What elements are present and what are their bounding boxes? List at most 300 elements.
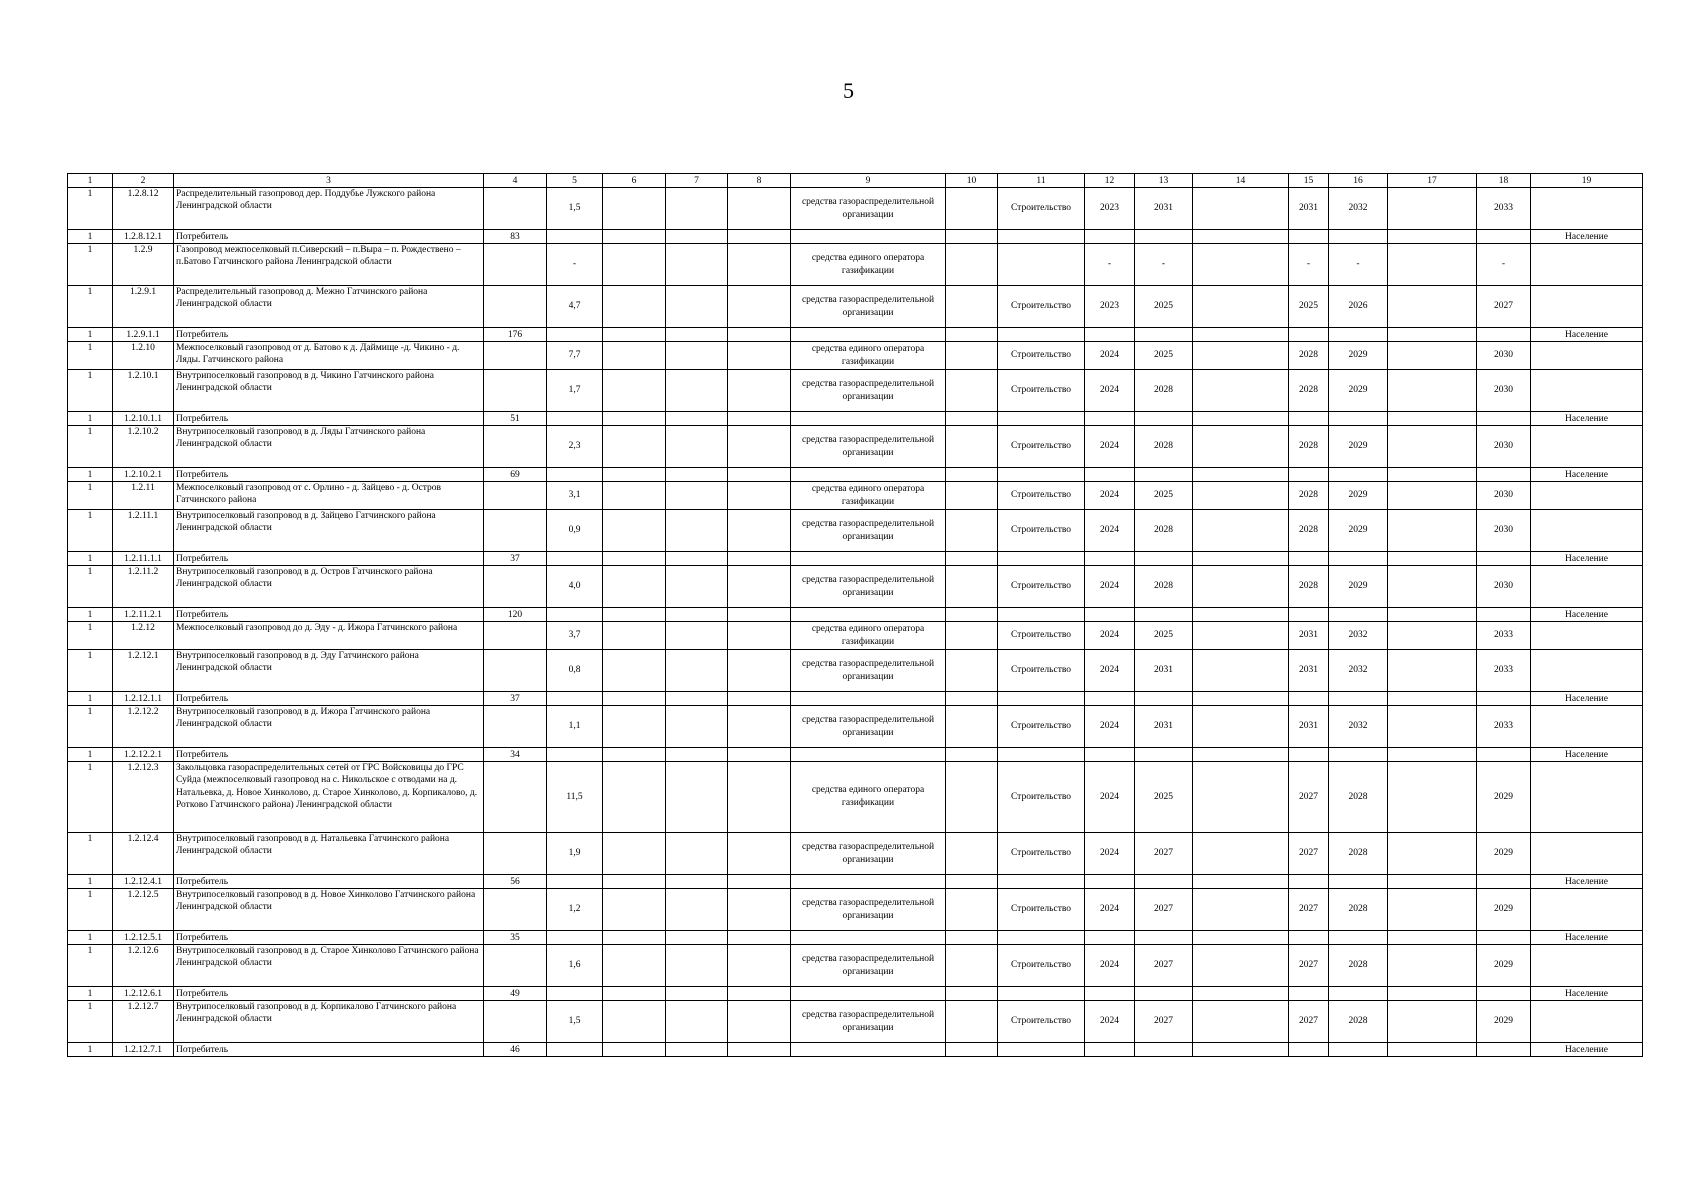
table-cell: 1 (68, 468, 113, 482)
table-cell: 1 (68, 622, 113, 650)
table-cell (603, 412, 666, 426)
table-cell: 7,7 (547, 342, 603, 370)
table-cell (603, 608, 666, 622)
table-cell: 1 (68, 1043, 113, 1057)
table-cell: 2028 (1289, 370, 1329, 412)
table-cell (1193, 1043, 1289, 1057)
table-cell (547, 1043, 603, 1057)
table-cell (728, 342, 791, 370)
table-cell (666, 370, 728, 412)
table-cell (728, 650, 791, 692)
column-header: 10 (946, 174, 998, 188)
table-cell: 1 (68, 412, 113, 426)
table-cell (791, 987, 946, 1001)
table-cell: 2028 (1329, 889, 1388, 931)
table-cell (603, 244, 666, 286)
table-cell (603, 650, 666, 692)
table-cell: 2024 (1085, 482, 1135, 510)
table-cell: 2024 (1085, 342, 1135, 370)
table-cell (1193, 748, 1289, 762)
data-table (67, 173, 1643, 1057)
column-header: 9 (791, 174, 946, 188)
table-cell: Население (1531, 608, 1643, 622)
table-cell (1085, 608, 1135, 622)
table-cell (1477, 328, 1531, 342)
table-cell (1193, 342, 1289, 370)
table-cell: 1 (68, 650, 113, 692)
table-cell: 1.2.12.7 (113, 1001, 174, 1043)
table-cell (1135, 230, 1193, 244)
table-cell (1531, 762, 1643, 833)
table-cell (666, 1001, 728, 1043)
table-cell (791, 875, 946, 889)
table-cell: 1 (68, 552, 113, 566)
table-cell (1477, 748, 1531, 762)
table-cell (946, 945, 998, 987)
table-cell: 2029 (1329, 426, 1388, 468)
table-cell: 2031 (1135, 706, 1193, 748)
table-cell (791, 748, 946, 762)
table-cell (1477, 987, 1531, 1001)
object-row (68, 1001, 1643, 1043)
table-cell (547, 875, 603, 889)
table-cell: 2031 (1289, 622, 1329, 650)
object-row (68, 510, 1643, 552)
column-header: 16 (1329, 174, 1388, 188)
table-cell: 1.2.12.5 (113, 889, 174, 931)
table-cell: 2027 (1135, 1001, 1193, 1043)
consumer-row (68, 552, 1643, 566)
table-cell (603, 188, 666, 230)
table-cell (603, 370, 666, 412)
object-row (68, 342, 1643, 370)
table-cell (1477, 230, 1531, 244)
table-cell: 2033 (1477, 188, 1531, 230)
table-cell (946, 706, 998, 748)
table-cell: 2030 (1477, 426, 1531, 468)
table-cell (1193, 468, 1289, 482)
table-cell (1135, 468, 1193, 482)
table-cell (547, 748, 603, 762)
table-cell: 2028 (1135, 370, 1193, 412)
table-cell (1085, 468, 1135, 482)
table-cell: Потребитель (174, 875, 484, 889)
table-cell: 4,0 (547, 566, 603, 608)
table-cell: Внутрипоселковый газопровод в д. Чикино Гатчинского района Ленинградской области (174, 370, 484, 412)
table-cell (1531, 889, 1643, 931)
table-cell (728, 468, 791, 482)
table-cell: 2032 (1329, 188, 1388, 230)
table-cell (1477, 931, 1531, 945)
column-header: 5 (547, 174, 603, 188)
table-cell: Внутрипоселковый газопровод в д. Старое Хинколово Гатчинского района Ленинградской области (174, 945, 484, 987)
table-cell: 11,5 (547, 762, 603, 833)
table-cell (1531, 833, 1643, 875)
table-cell (791, 412, 946, 426)
table-cell (1085, 1043, 1135, 1057)
table-cell: 1 (68, 286, 113, 328)
table-cell (1193, 510, 1289, 552)
table-cell (1388, 1001, 1477, 1043)
table-cell: 1 (68, 244, 113, 286)
table-cell (998, 931, 1085, 945)
table-cell: средства газораспределительной организации (791, 889, 946, 931)
table-cell (603, 748, 666, 762)
table-cell (791, 552, 946, 566)
table-cell: 3,1 (547, 482, 603, 510)
column-header: 17 (1388, 174, 1477, 188)
table-cell (1531, 286, 1643, 328)
table-cell: Строительство (998, 342, 1085, 370)
table-cell (666, 510, 728, 552)
table-cell (998, 244, 1085, 286)
table-cell: 2027 (1289, 833, 1329, 875)
table-header (68, 174, 1643, 188)
table-cell (603, 889, 666, 931)
table-cell (1135, 552, 1193, 566)
table-cell (946, 244, 998, 286)
column-header: 4 (484, 174, 547, 188)
table-cell: средства газораспределительной организации (791, 370, 946, 412)
table-cell: - (1329, 244, 1388, 286)
table-cell: Население (1531, 748, 1643, 762)
table-cell: 1 (68, 370, 113, 412)
table-cell: 1.2.12.4 (113, 833, 174, 875)
table-cell: 2031 (1289, 650, 1329, 692)
table-cell (603, 426, 666, 468)
table-cell (1531, 370, 1643, 412)
table-cell (946, 748, 998, 762)
table-cell: 2026 (1329, 286, 1388, 328)
table-cell: Потребитель (174, 931, 484, 945)
table-cell: Закольцовка газораспределительных сетей от ГРС Войсковицы до ГРС Суйда (межпоселковый газопровод на с. Никольское с отводами на д. Натальевка, д. Новое Хинколово, д. Старое Хинколово, д. Корпикалово, д. Ротково Гатчинского района) Ленинградской области (174, 762, 484, 833)
table-cell (1135, 1043, 1193, 1057)
table-cell: 2033 (1477, 650, 1531, 692)
table-cell (1388, 244, 1477, 286)
table-cell: 2023 (1085, 286, 1135, 328)
table-cell: 2029 (1329, 566, 1388, 608)
table-cell (666, 875, 728, 889)
table-cell (1329, 875, 1388, 889)
table-cell (1531, 706, 1643, 748)
table-cell (946, 889, 998, 931)
table-cell (1388, 1043, 1477, 1057)
table-cell (1193, 328, 1289, 342)
table-cell: Население (1531, 987, 1643, 1001)
table-cell: 1 (68, 328, 113, 342)
table-cell (1531, 1001, 1643, 1043)
table-cell (547, 987, 603, 1001)
table-cell (946, 833, 998, 875)
table-cell (603, 468, 666, 482)
table-cell (603, 1043, 666, 1057)
table-cell (1388, 692, 1477, 706)
table-cell (1531, 945, 1643, 987)
consumer-row (68, 931, 1643, 945)
table-cell (1388, 426, 1477, 468)
table-cell: Строительство (998, 482, 1085, 510)
table-cell: 1 (68, 762, 113, 833)
table-cell (1388, 706, 1477, 748)
table-cell (728, 286, 791, 328)
table-cell: Строительство (998, 833, 1085, 875)
table-cell: 2025 (1289, 286, 1329, 328)
object-row (68, 622, 1643, 650)
table-cell (728, 931, 791, 945)
object-row (68, 426, 1643, 468)
table-cell: 2029 (1329, 510, 1388, 552)
column-header: 7 (666, 174, 728, 188)
table-cell: 2033 (1477, 622, 1531, 650)
table-cell: 2029 (1477, 1001, 1531, 1043)
table-cell (1388, 945, 1477, 987)
table-cell (603, 875, 666, 889)
table-cell (1329, 230, 1388, 244)
consumer-row (68, 692, 1643, 706)
table-cell (728, 833, 791, 875)
table-cell: Строительство (998, 426, 1085, 468)
table-cell: 1 (68, 230, 113, 244)
table-cell: 2028 (1135, 510, 1193, 552)
table-cell: 2028 (1289, 510, 1329, 552)
table-cell (946, 762, 998, 833)
table-cell (1329, 328, 1388, 342)
table-cell: средства газораспределительной организации (791, 945, 946, 987)
table-cell (791, 608, 946, 622)
table-cell: 2024 (1085, 706, 1135, 748)
table-cell: 51 (484, 412, 547, 426)
table-cell (603, 566, 666, 608)
table-cell: 1.2.12.6.1 (113, 987, 174, 1001)
table-cell: - (547, 244, 603, 286)
table-cell (1531, 482, 1643, 510)
table-cell (1193, 482, 1289, 510)
table-cell: 2028 (1329, 945, 1388, 987)
table-cell (1531, 244, 1643, 286)
table-cell: 2031 (1289, 706, 1329, 748)
table-cell (666, 342, 728, 370)
table-cell: 2025 (1135, 622, 1193, 650)
table-cell (1135, 931, 1193, 945)
table-cell (1477, 468, 1531, 482)
table-cell: 0,9 (547, 510, 603, 552)
table-cell (1388, 566, 1477, 608)
table-cell (1329, 692, 1388, 706)
table-cell (791, 328, 946, 342)
table-cell: 2031 (1135, 188, 1193, 230)
column-header: 3 (174, 174, 484, 188)
table-cell: 2029 (1329, 342, 1388, 370)
table-cell (484, 1001, 547, 1043)
column-header: 18 (1477, 174, 1531, 188)
table-cell: 2027 (1289, 945, 1329, 987)
table-cell: 2025 (1135, 342, 1193, 370)
table-cell (998, 328, 1085, 342)
table-cell (1193, 692, 1289, 706)
table-cell (1477, 692, 1531, 706)
table-cell (998, 692, 1085, 706)
table-cell (1289, 608, 1329, 622)
table-cell (946, 1001, 998, 1043)
table-cell (1388, 622, 1477, 650)
table-cell: Внутрипоселковый газопровод в д. Ижора Гатчинского района Ленинградской области (174, 706, 484, 748)
table-cell: Потребитель (174, 987, 484, 1001)
table-cell (1388, 833, 1477, 875)
table-cell (728, 945, 791, 987)
table-cell (484, 566, 547, 608)
table-cell (728, 482, 791, 510)
table-cell (791, 931, 946, 945)
column-header: 8 (728, 174, 791, 188)
table-cell (1289, 748, 1329, 762)
table-cell (1388, 608, 1477, 622)
table-cell (1388, 412, 1477, 426)
table-cell (1193, 608, 1289, 622)
table-cell: 2028 (1329, 833, 1388, 875)
table-cell (946, 412, 998, 426)
table-cell: 2029 (1477, 833, 1531, 875)
table-cell (1329, 1043, 1388, 1057)
table-cell (946, 608, 998, 622)
table-cell: 1,5 (547, 188, 603, 230)
table-cell: 2027 (1289, 889, 1329, 931)
table-cell: 1 (68, 608, 113, 622)
table-cell: средства газораспределительной организации (791, 833, 946, 875)
table-cell (547, 931, 603, 945)
table-cell: 37 (484, 552, 547, 566)
table-cell (1085, 230, 1135, 244)
table-cell: средства газораспределительной организации (791, 188, 946, 230)
table-cell (946, 987, 998, 1001)
table-cell (603, 945, 666, 987)
table-cell: средства единого оператора газификации (791, 762, 946, 833)
table-cell: 1,1 (547, 706, 603, 748)
table-cell (728, 748, 791, 762)
table-cell: 1.2.8.12.1 (113, 230, 174, 244)
table-cell: Внутрипоселковый газопровод в д. Корпикалово Гатчинского района Ленинградской области (174, 1001, 484, 1043)
table-cell: 1 (68, 342, 113, 370)
table-cell: 1.2.10.2 (113, 426, 174, 468)
table-cell (728, 510, 791, 552)
table-cell: 1.2.12 (113, 622, 174, 650)
table-cell: средства газораспределительной организации (791, 1001, 946, 1043)
table-cell (946, 482, 998, 510)
consumer-row (68, 987, 1643, 1001)
table-cell: 2030 (1477, 342, 1531, 370)
object-row (68, 244, 1643, 286)
table-cell: Потребитель (174, 468, 484, 482)
object-row (68, 833, 1643, 875)
table-cell: 176 (484, 328, 547, 342)
table-cell: 1.2.12.1.1 (113, 692, 174, 706)
table-cell (1388, 230, 1477, 244)
table-cell: средства газораспределительной организации (791, 566, 946, 608)
table-cell (666, 566, 728, 608)
table-cell (998, 412, 1085, 426)
column-header: 13 (1135, 174, 1193, 188)
table-cell: Распределительный газопровод д. Межно Гатчинского района Ленинградской области (174, 286, 484, 328)
table-cell: 0,8 (547, 650, 603, 692)
table-cell: 2,3 (547, 426, 603, 468)
table-cell (484, 945, 547, 987)
column-header: 1 (68, 174, 113, 188)
table-cell (484, 482, 547, 510)
table-cell: 1.2.12.2 (113, 706, 174, 748)
table-cell (1193, 230, 1289, 244)
table-cell (1289, 931, 1329, 945)
table-cell: 2028 (1289, 426, 1329, 468)
table-cell: 2030 (1477, 482, 1531, 510)
table-cell (1388, 875, 1477, 889)
table-cell (946, 342, 998, 370)
table-cell: 2024 (1085, 370, 1135, 412)
table-cell: средства газораспределительной организации (791, 286, 946, 328)
table-cell: 2033 (1477, 706, 1531, 748)
table-cell (1193, 370, 1289, 412)
table-cell (666, 650, 728, 692)
table-cell (666, 931, 728, 945)
table-cell (1388, 328, 1477, 342)
table-cell (946, 692, 998, 706)
table-cell (1193, 552, 1289, 566)
table-cell (666, 833, 728, 875)
table-cell (1085, 328, 1135, 342)
table-cell: Строительство (998, 650, 1085, 692)
table-cell (998, 552, 1085, 566)
table-cell: 56 (484, 875, 547, 889)
table-cell (1388, 748, 1477, 762)
table-cell: средства газораспределительной организации (791, 510, 946, 552)
table-cell (1329, 412, 1388, 426)
table-cell: Внутрипоселковый газопровод в д. Новое Хинколово Гатчинского района Ленинградской области (174, 889, 484, 931)
table-cell (603, 552, 666, 566)
table-cell: 35 (484, 931, 547, 945)
table-cell: Внутрипоселковый газопровод в д. Остров Гатчинского района Ленинградской области (174, 566, 484, 608)
table-cell (666, 1043, 728, 1057)
column-header: 2 (113, 174, 174, 188)
table-cell (728, 328, 791, 342)
table-cell: 2024 (1085, 426, 1135, 468)
table-cell (603, 987, 666, 1001)
table-cell: 2032 (1329, 706, 1388, 748)
table-cell (728, 370, 791, 412)
table-cell (728, 412, 791, 426)
table-cell (666, 482, 728, 510)
table-cell (603, 622, 666, 650)
table-cell (547, 328, 603, 342)
table-cell: Строительство (998, 945, 1085, 987)
table-cell (1388, 342, 1477, 370)
table-cell: 1.2.9.1 (113, 286, 174, 328)
table-cell: 2024 (1085, 762, 1135, 833)
column-header: 15 (1289, 174, 1329, 188)
table-cell (998, 468, 1085, 482)
table-cell (603, 833, 666, 875)
table-cell (728, 1043, 791, 1057)
table-cell (1531, 188, 1643, 230)
table-cell: 1 (68, 482, 113, 510)
table-cell: Межпоселковый газопровод от с. Орлино - д. Зайцево - д. Остров Гатчинского района (174, 482, 484, 510)
column-header: 6 (603, 174, 666, 188)
table-cell: 1 (68, 748, 113, 762)
table-cell: 2024 (1085, 650, 1135, 692)
table-cell (1388, 510, 1477, 552)
table-cell: Потребитель (174, 412, 484, 426)
table-cell: 1 (68, 510, 113, 552)
table-cell: 2027 (1135, 945, 1193, 987)
table-cell (791, 468, 946, 482)
table-cell: 1.2.10.1.1 (113, 412, 174, 426)
